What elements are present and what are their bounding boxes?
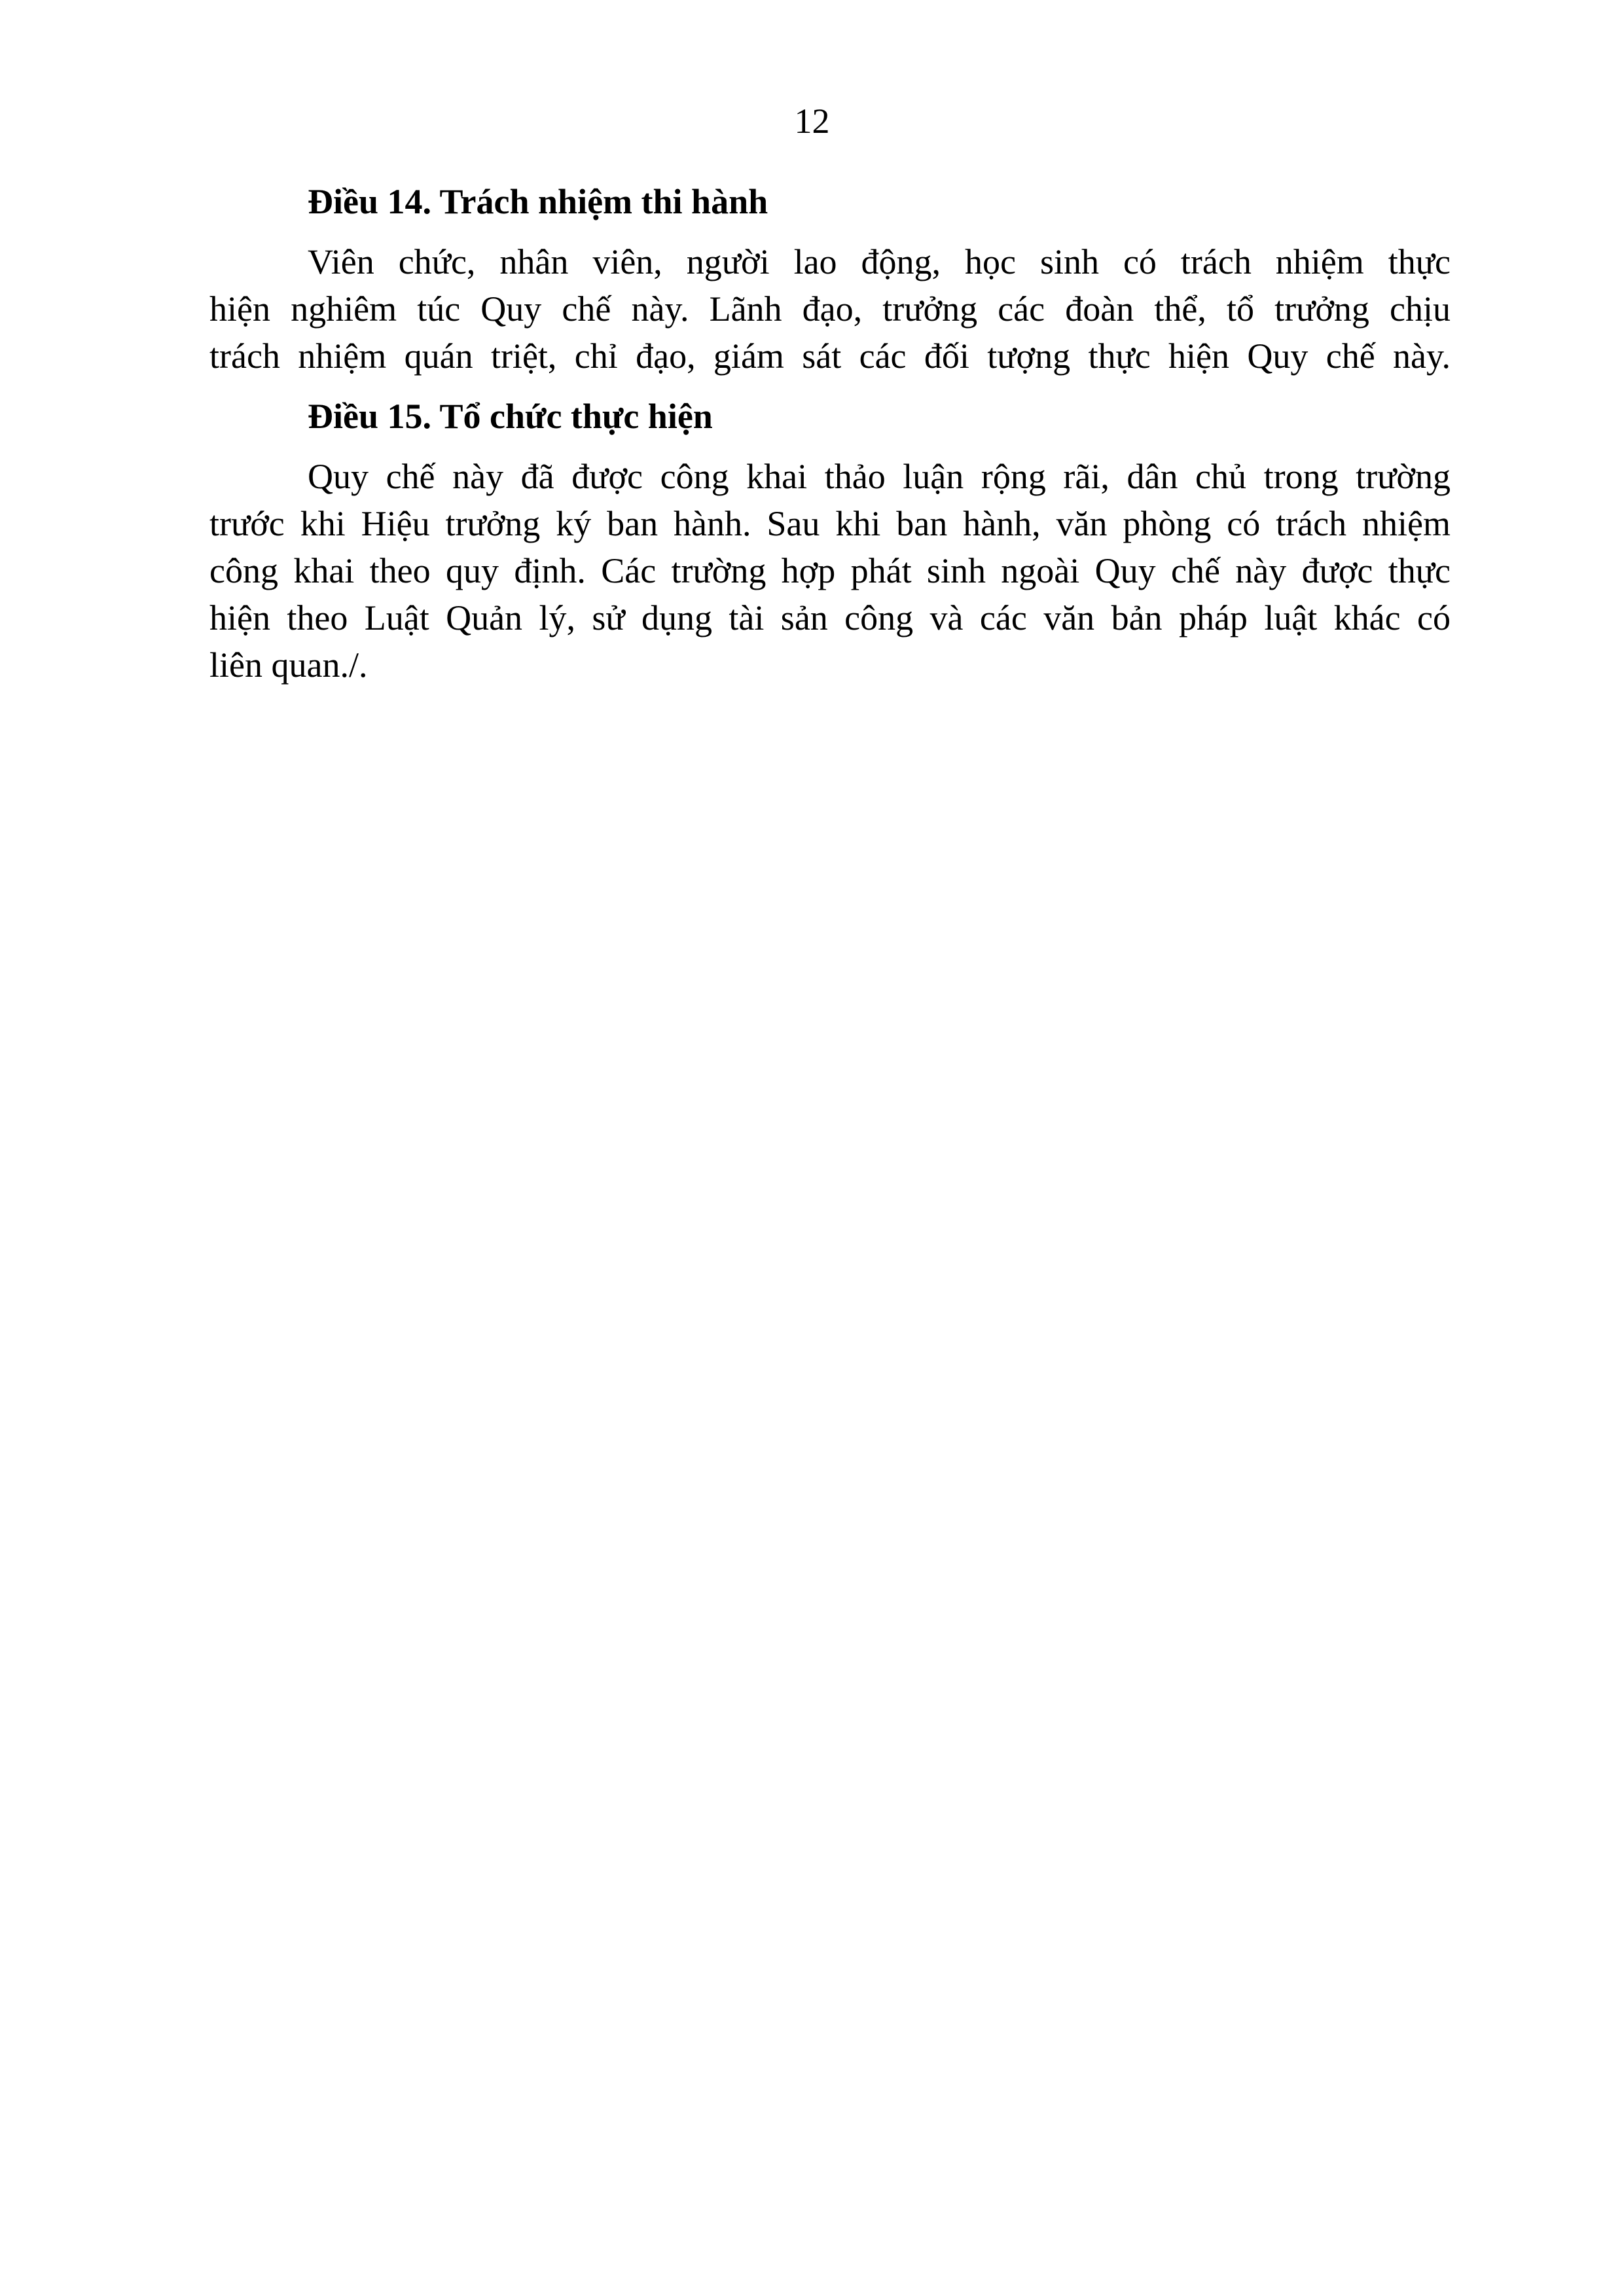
paragraph-line: trước khi Hiệu trưởng ký ban hành. Sau khi ban hành, văn phòng có trách nhiệm (209, 504, 1451, 543)
paragraph-line: Viên chức, nhân viên, người lao động, học sinh có trách nhiệm thực (308, 242, 1451, 281)
paragraph-line: trách nhiệm quán triệt, chỉ đạo, giám sát các đối tượng thực hiện Quy chế này. (209, 336, 1451, 376)
paragraph-line: công khai theo quy định. Các trường hợp phát sinh ngoài Quy chế này được thực (209, 551, 1451, 590)
document-body (209, 178, 1451, 689)
page-number: 12 (794, 101, 830, 141)
article-14-paragraph (209, 238, 1451, 380)
paragraph-line: liên quan./. (209, 645, 368, 685)
paragraph-line: Quy chế này đã được công khai thảo luận rộng rãi, dân chủ trong trường (308, 457, 1451, 496)
article-15-paragraph (209, 453, 1451, 689)
paragraph-line: hiện nghiêm túc Quy chế này. Lãnh đạo, trưởng các đoàn thể, tổ trưởng chịu (209, 289, 1451, 329)
article-14-heading: Điều 14. Trách nhiệm thi hành (308, 182, 768, 221)
paragraph-line: hiện theo Luật Quản lý, sử dụng tài sản công và các văn bản pháp luật khác có (209, 598, 1451, 637)
article-15-heading: Điều 15. Tổ chức thực hiện (308, 397, 713, 436)
